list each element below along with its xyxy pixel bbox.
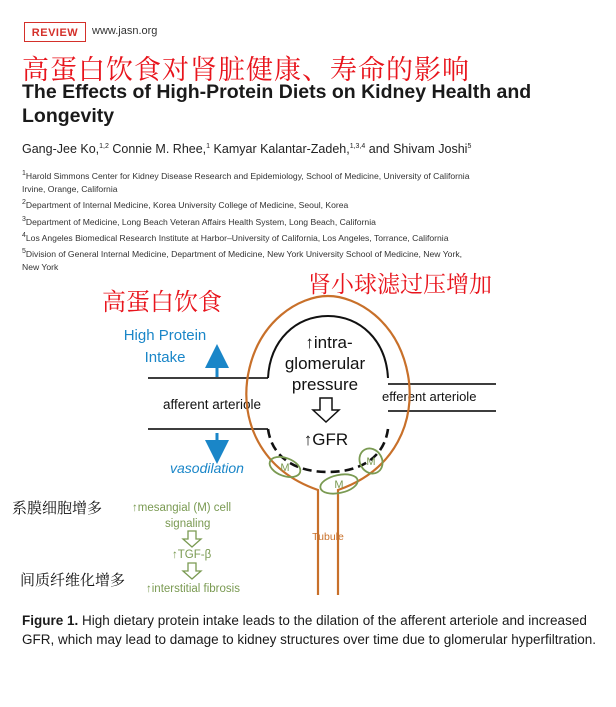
high-protein-label: High Protein [123,327,207,344]
gfr-label: ↑GFR [303,430,349,449]
hollow-down-arrow-icon [313,398,339,422]
mesangial-signaling-line2: signaling [165,518,211,530]
affiliation-line: $^2$Department of Internal Medicine, Korea University College of Medicine, Seoul, Korea [22,199,349,211]
svg-text:M: M [334,479,344,491]
pressure-line3: pressure [291,375,359,394]
review-badge: REVIEW [24,22,86,42]
author-name[interactable]: Kamyar Kalantar-Zadeh, [210,142,350,156]
annot-fibrosis-cn: 间质纤维化增多 [20,571,126,589]
affiliation-line: $^4$Los Angeles Biomedical Research Institute at Harbor–University of California, Los Angeles, Torrance, California [22,231,449,243]
author-name[interactable]: Connie M. Rhee, [108,142,207,156]
svg-text:M: M [366,456,376,468]
intake-label: Intake [144,349,186,366]
author-affil-sup: 1,2 [99,142,109,150]
mesangial-cell [355,444,387,478]
affiliation-line: New York [22,262,59,273]
author-name[interactable]: and Shivam Joshi [365,142,468,156]
article-title: The Effects of High-Protein Diets on Kidney Health and Longevity [22,81,532,127]
author-affil-sup: 1,3,4 [349,142,366,150]
tubule-label: Tubule [312,531,344,543]
affiliation-line: Irvine, Orange, California [22,184,118,195]
annot-high-protein-cn: 高蛋白饮食 [102,288,222,316]
mesangial-signaling-line1: ↑mesangial (M) cell [132,502,232,514]
hollow-down-arrow-icon [183,563,201,579]
affiliation-line: $^1$Harold Simmons Center for Kidney Disease Research and Epidemiology, School of Medicine, University of California [22,170,470,181]
efferent-label: efferent arteriole [382,389,477,404]
caption-text: High dietary protein intake leads to the dilation of the afferent arteriole and increased GFR, which may lead to damage to kidney structures over time due to glomerular hyperfiltration. [22,613,597,647]
figure-caption [22,611,597,649]
affiliation-line: $^3$Department of Medicine, Long Beach Veteran Affairs Health System, Long Beach, California [22,215,376,227]
svg-text:M: M [280,462,290,474]
pressure-line1: ↑intra- [305,333,353,352]
figure-label: Figure 1. [22,613,79,628]
author-name[interactable]: Gang-Jee Ko, [22,142,100,156]
chinese-title: 高蛋白饮食对肾脏健康、寿命的影响 [22,55,470,86]
author-affil-sup: 1 [206,142,211,150]
hollow-down-arrow-icon [183,531,201,547]
vasodilation-label: vasodilation [170,460,244,476]
pressure-line2: glomerular [284,354,366,373]
annot-mesangial-cn: 系膜细胞增多 [12,499,103,517]
afferent-label: afferent arteriole [163,397,262,412]
tgf-beta-label: ↑TGF-β [172,549,212,561]
journal-url[interactable]: www.jasn.org [92,25,158,37]
annot-pressure-cn: 肾小球滤过压增加 [308,272,492,298]
fibrosis-label: ↑interstitial fibrosis [146,583,240,595]
author-affil-sup: 5 [467,142,472,150]
affiliation-line: $^5$Division of General Internal Medicine, Department of Medicine, New York University School of Medicine, New York, [22,247,463,259]
